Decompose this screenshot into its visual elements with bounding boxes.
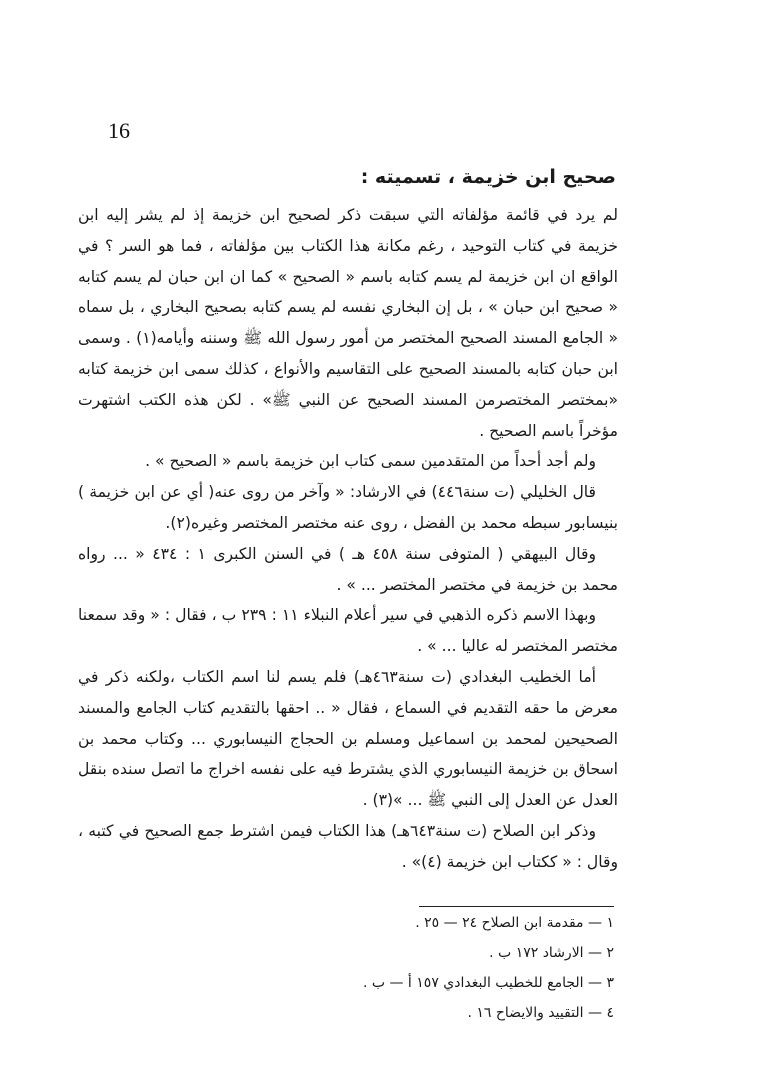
paragraph: ولم أجد أحداً من المتقدمين سمى كتاب ابن خزيمة باسم « الصحيح » . — [145, 452, 596, 471]
footnotes-list — [240, 908, 620, 1028]
paragraph: أما الخطيب البغدادي (ت سنة٤٦٣هـ) فلم يسم لنا اسم الكتاب ،ولكنه ذكر في معرض ما حقه التقديم في السماع ، فقال « .. احقها بالتقديم كتاب الجامع والمسند الصحيحين لمحمد بن اسماعيل ومسلم بن الحجاج النيسابوري ... وكتاب محمد بن اسحاق بن خزيمة النيسابوري الذي يشترط فيه على نفسه اخراج ما اتصل سنده بنقل العدل عن العدل إلى النبي ﷺ ... »(٣) . — [78, 667, 618, 810]
main-text — [78, 160, 618, 878]
paragraph: وبهذا الاسم ذكره الذهبي في سير أعلام النبلاء ١١ : ٢٣٩ ب ، فقال : « وقد سمعنا مختصر المختصر له عاليا ... » . — [78, 606, 618, 656]
section-heading: صحيح ابن خزيمة ، تسميته : — [360, 166, 616, 188]
footnote: ٣ — الجامع للخطيب البغدادي ١٥٧ أ — ب . — [362, 975, 614, 991]
paragraph: وقال البيهقي ( المتوفى سنة ٤٥٨ هـ ) في السنن الكبرى ١ : ٤٣٤ « ... رواه محمد بن خزيمة في مختصر المختصر ... » . — [78, 544, 618, 594]
footnote-divider — [419, 906, 614, 907]
page-number: 16 — [108, 118, 130, 143]
paragraph: قال الخليلي (ت سنة٤٤٦) في الارشاد: « وآخر من روى عنه( أي عن ابن خزيمة ) بنيسابور سبطه محمد بن الفضل ، روى عنه مختصر المختصر وغيره(٢). — [78, 483, 618, 532]
footnote: ٢ — الارشاد ١٧٢ ب . — [489, 945, 614, 961]
paragraph: لم يرد في قائمة مؤلفاته التي سبقت ذكر لصحيح ابن خزيمة إذ لم يشر إليه ابن خزيمة في كتاب التوحيد ، رغم مكانة هذا الكتاب بين مؤلفاته ، فما هو السر ؟ في الواقع ان ابن خزيمة لم يسم كتابه باسم « الصحيح » كما ان ابن حبان لم يسم كتابه « صحيح ابن حبان » ، بل إن البخاري نفسه لم يسم كتابه بصحيح البخاري ، بل سماه « الجامع المسند الصحيح المختصر من أمور رسول الله ﷺ وسننه وأيامه(١) . وسمى ابن حبان كتابه بالمسند الصحيح على التقاسيم والأنواع ، كذلك سمى ابن خزيمة كتابه «بمختصر المختصرمن المسند الصحيح عن النبي ﷺ» . لكن هذه الكتب اشتهرت مؤخراً باسم الصحيح . — [78, 206, 618, 440]
paragraph: وذكر ابن الصلاح (ت سنة٦٤٣هـ) هذا الكتاب فيمن اشترط جمع الصحيح في كتبه ، وقال : « ككتاب ابن خزيمة (٤)» . — [78, 821, 618, 871]
footnote: ٤ — التقييد والايضاح ١٦ . — [467, 1005, 614, 1021]
footnote: ١ — مقدمة ابن الصلاح ٢٤ — ٢٥ . — [415, 915, 614, 931]
